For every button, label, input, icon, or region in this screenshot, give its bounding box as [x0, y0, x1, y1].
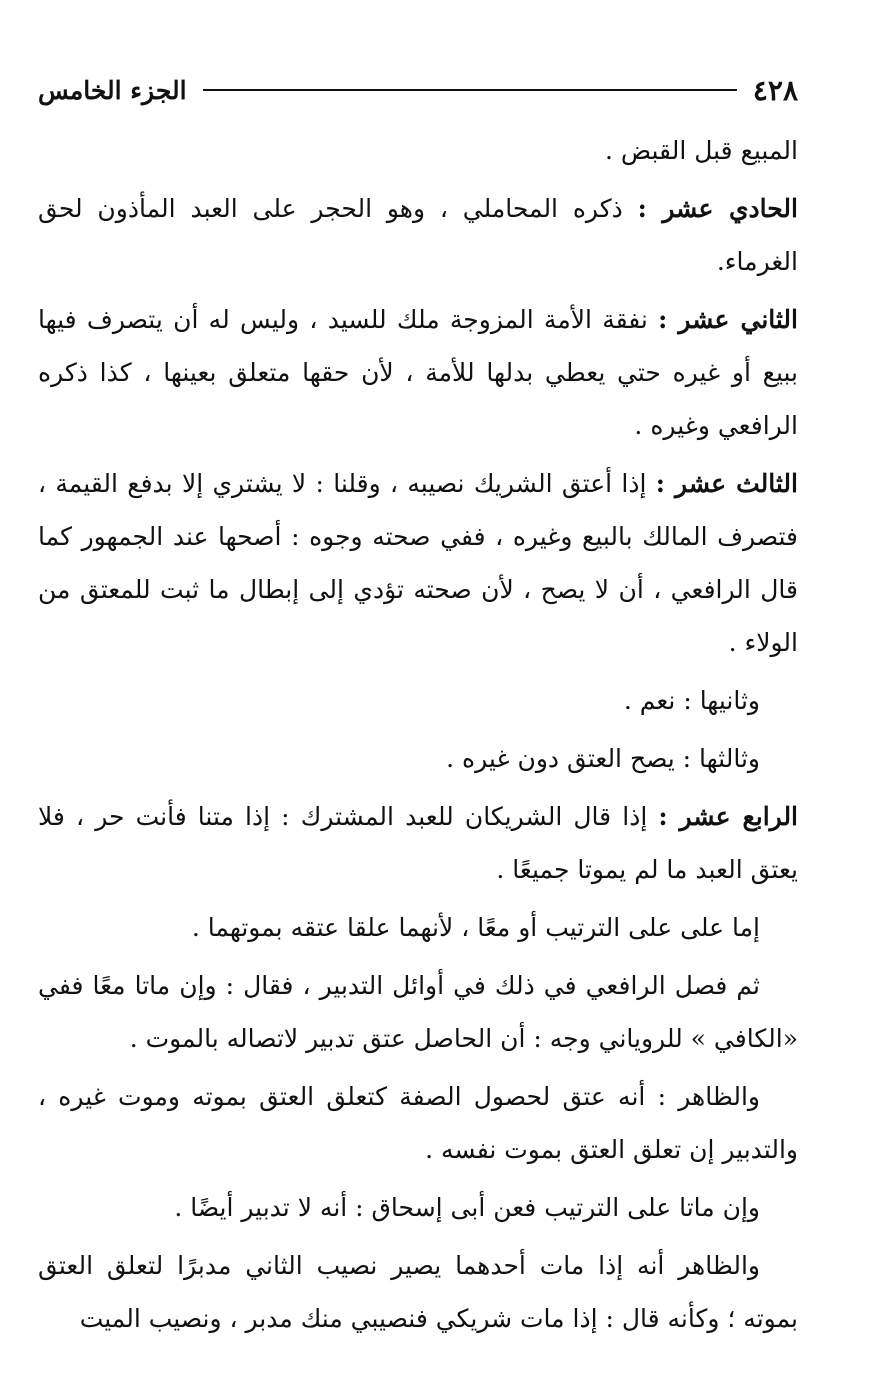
- paragraph: [38, 182, 798, 288]
- paragraph-text: وإن ماتا على الترتيب فعن أبى إسحاق : أنه لا تدبير أيضًا .: [174, 1193, 760, 1222]
- paragraph: [38, 1181, 798, 1234]
- paragraph-heading: الرابع عشر :: [658, 802, 799, 831]
- paragraph: [38, 1239, 798, 1345]
- paragraph: [38, 457, 798, 669]
- paragraph: [38, 674, 798, 727]
- paragraph-text: إما على على الترتيب أو معًا ، لأنهما علقا عتقه بموتهما .: [191, 913, 760, 942]
- paragraph-text: والظاهر : أنه عتق لحصول الصفة كتعلق العتق بموته وموت غيره ، والتدبير إن تعلق العتق بموت نفسه .: [38, 1082, 798, 1164]
- paragraph-heading: الحادي عشر :: [637, 194, 798, 223]
- page-number: ٤٢٨: [752, 73, 798, 107]
- page-header: [38, 70, 798, 110]
- paragraph-heading: الثاني عشر :: [658, 305, 799, 334]
- paragraph: [38, 293, 798, 452]
- paragraph-text: إذا قال الشريكان للعبد المشترك : إذا متنا فأنت حر ، فلا يعتق العبد ما لم يموتا جميعًا .: [38, 802, 798, 884]
- paragraph: [38, 124, 798, 177]
- paragraph: [38, 790, 798, 896]
- paragraph: [38, 901, 798, 954]
- paragraph-text: وثانيها : نعم .: [623, 686, 760, 715]
- paragraph-text: ذكره المحاملي ، وهو الحجر على العبد المأذون لحق الغرماء.: [38, 194, 798, 276]
- page-body: [38, 124, 798, 1345]
- paragraph-heading: الثالث عشر :: [655, 469, 799, 498]
- running-title: الجزء الخامس: [38, 75, 187, 105]
- paragraph: [38, 1070, 798, 1176]
- paragraph: [38, 959, 798, 1065]
- header-rule: [203, 89, 737, 91]
- paragraph-text: وثالثها : يصح العتق دون غيره .: [446, 744, 760, 773]
- paragraph: [38, 732, 798, 785]
- paragraph-text: والظاهر أنه إذا مات أحدهما يصير نصيب الثاني مدبرًا لتعلق العتق بموته ؛ وكأنه قال : إذا مات شريكي فنصيبي منك مدبر ، ونصيب الميت: [38, 1251, 798, 1333]
- paragraph-text: المبيع قبل القبض .: [604, 136, 798, 165]
- paragraph-text: ثم فصل الرافعي في ذلك في أوائل التدبير ، فقال : وإن ماتا معًا ففي «الكافي » للروياني وجه : أن الحاصل عتق تدبير لاتصاله بالموت .: [38, 971, 798, 1053]
- paragraph-text: نفقة الأمة المزوجة ملك للسيد ، وليس له أن يتصرف فيها ببيع أو غيره حتي يعطي بدلها للأمة ، لأن حقها متعلق بعينها ، كذا ذكره الرافعي وغيره .: [38, 305, 798, 440]
- paragraph-text: إذا أعتق الشريك نصيبه ، وقلنا : لا يشتري إلا بدفع القيمة ، فتصرف المالك بالبيع وغيره ، ففي صحته وجوه : أصحها عند الجمهور كما قال الرافعي ، أن لا يصح ، لأن صحته تؤدي إلى إبطال ما ثبت للمعتق من الولاء .: [38, 469, 798, 657]
- book-page: [38, 70, 798, 1350]
